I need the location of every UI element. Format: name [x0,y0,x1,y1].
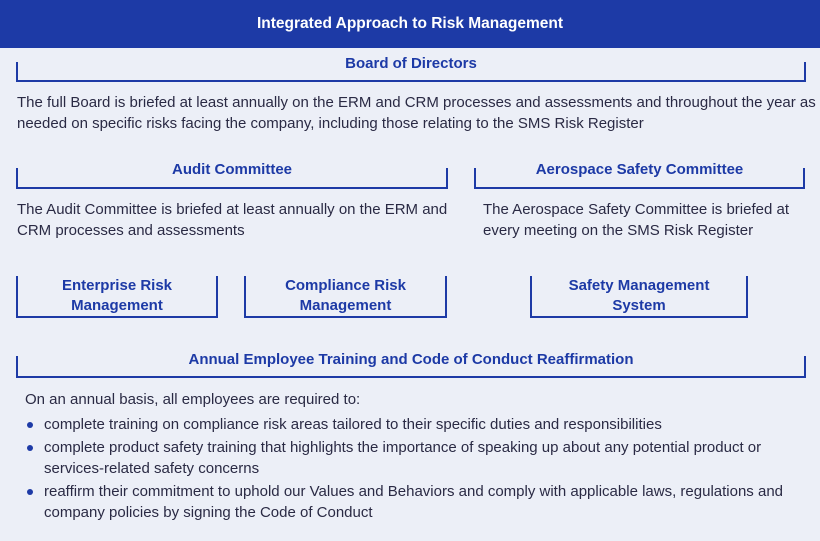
list-item-text: complete training on compliance risk areas tailored to their specific duties and responsibilities [44,416,662,433]
bullet-dot-icon [27,445,33,451]
aerospace-safety-committee-description: The Aerospace Safety Committee is briefed at every meeting on the SMS Risk Register [483,201,789,239]
safety-management-system-label: Safety Management System [568,277,710,314]
bullet-dot-icon [27,422,33,428]
aerospace-safety-committee-title: Aerospace Safety Committee [535,161,744,178]
compliance-risk-management-bracket [244,276,447,318]
enterprise-risk-management-label: Enterprise Risk Management [61,277,173,314]
list-item [18,414,814,435]
page-header [0,0,820,48]
aerospace-safety-committee-bracket [474,161,805,189]
bullet-dot-icon [27,489,33,495]
annual-training-intro: On an annual basis, all employees are required to: [25,391,361,408]
audit-committee-bracket [16,161,448,189]
board-title: Board of Directors [345,55,477,72]
enterprise-risk-management-bracket [16,276,218,318]
annual-training-bracket [16,351,806,378]
audit-committee-description: The Audit Committee is briefed at least annually on the ERM and CRM processes and assessments [17,201,448,239]
training-requirements-list [18,414,814,525]
list-item [18,437,814,479]
board-description: The full Board is briefed at least annually on the ERM and CRM processes and assessments and throughout the year as needed on specific risks facing the company, including those relating to the SMS Risk Register [17,94,816,132]
compliance-risk-management-label: Compliance Risk Management [285,277,406,314]
page-title: Integrated Approach to Risk Management [256,15,564,32]
annual-training-title: Annual Employee Training and Code of Conduct Reaffirmation [188,351,634,368]
board-of-directors-bracket [16,55,806,82]
list-item [18,481,814,523]
list-item-text: reaffirm their commitment to uphold our Values and Behaviors and comply with applicable laws, regulations and company policies by signing the Code of Conduct [44,483,783,521]
list-item-text: complete product safety training that highlights the importance of speaking up about any potential product or services-related safety concerns [44,439,762,477]
audit-committee-title: Audit Committee [172,161,292,178]
safety-management-system-bracket [530,276,748,318]
